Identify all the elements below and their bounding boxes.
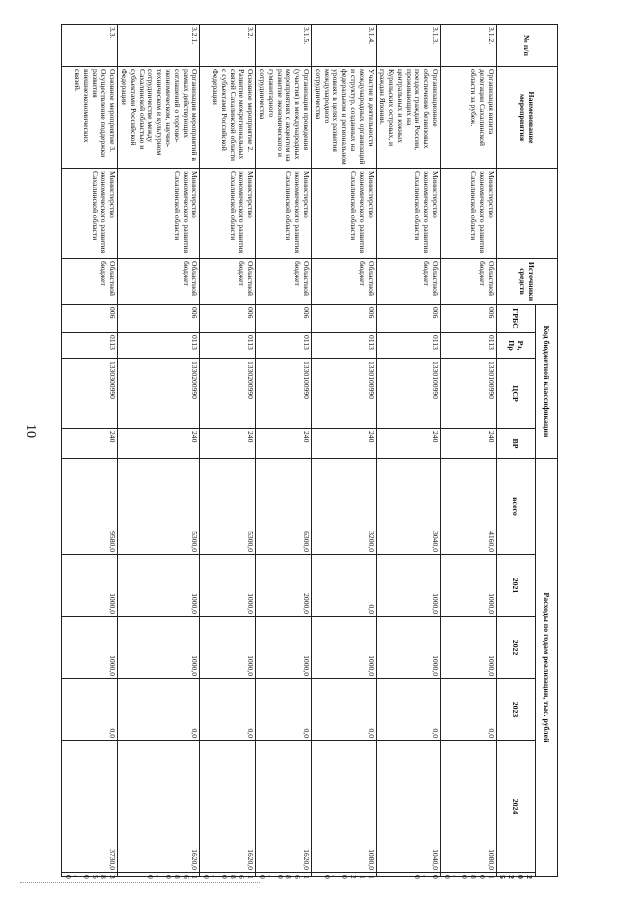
budget-table bbox=[61, 24, 558, 877]
cell-grbs: 006 bbox=[441, 305, 497, 333]
cell-2021: 2000,0 bbox=[256, 555, 312, 617]
cell-rzpr: 0113 bbox=[441, 333, 497, 359]
cell-name: Организационное обеспечение безвизовых поездок граждан России, проживающих на центральных и южных Курильских островах, и граждан Японии. bbox=[376, 67, 441, 169]
table-row bbox=[62, 25, 118, 877]
cell-2021: 1000,0 bbox=[62, 555, 118, 617]
cell-name: Организация мероприятий в рамках действующих соглашений о торгово-экономическом, научно-техническом и культурном сотрудничестве между Сахалинской областью и субъектами Российской Федерации bbox=[118, 67, 200, 169]
cell-num: 3.1.4. bbox=[311, 25, 376, 67]
cell-2023: 0,0 bbox=[441, 679, 497, 741]
header-name: Наименование мероприятия bbox=[496, 67, 557, 169]
cell-csr: 1330100990 bbox=[311, 359, 376, 429]
header-expenses-group: Расходы по годам реализации, тыс. рублей bbox=[536, 459, 558, 877]
header-2025: 2025 bbox=[496, 873, 535, 877]
cell-csr: 1330100990 bbox=[376, 359, 441, 429]
header-2022: 2022 bbox=[496, 617, 535, 679]
cell-2022: 1000,0 bbox=[118, 617, 200, 679]
cell-vr: 240 bbox=[376, 429, 441, 459]
cell-vr: 240 bbox=[118, 429, 200, 459]
header-vr: ВР bbox=[496, 429, 535, 459]
header-source: Источники средств bbox=[496, 259, 557, 305]
cell-name: Основное мероприятие 3. Осуществление поддержки развития внешнеэкономических связей. bbox=[62, 67, 118, 169]
cell-csr: 1330100990 bbox=[441, 359, 497, 429]
header-csr: ЦСР bbox=[496, 359, 535, 429]
cell-name: Участие в деятельности международных организаций и структур, созданных на федеральном и региональном уровнях в целях развития международного сотрудничества bbox=[311, 67, 376, 169]
cell-2023: 0,0 bbox=[62, 679, 118, 741]
header-code-group: Код бюджетной классификации bbox=[536, 305, 558, 459]
cell-2025: 1080,0 bbox=[441, 873, 497, 877]
cell-2022: 1000,0 bbox=[256, 617, 312, 679]
cell-num: 3.1.2. bbox=[441, 25, 497, 67]
cell-vr: 240 bbox=[62, 429, 118, 459]
header-2021: 2021 bbox=[496, 555, 535, 617]
header-num: № п/п bbox=[496, 25, 557, 67]
cell-2025: 1120,0 bbox=[311, 873, 376, 877]
cell-2024: 1080,0 bbox=[311, 741, 376, 873]
header-total: всего bbox=[496, 459, 535, 555]
cell-executor: Министерство экономического развития Сахалинской области bbox=[256, 169, 312, 259]
cell-num: 3.2. bbox=[200, 25, 256, 67]
cell-2022: 1000,0 bbox=[311, 617, 376, 679]
cell-name: Организация проведения (участия) в международных мероприятиях с акцентом на развитие экономического и гуманитарного сотрудничества bbox=[256, 67, 312, 169]
cell-executor: Министерство экономического развития Сахалинской области bbox=[376, 169, 441, 259]
page-number: 10 bbox=[23, 424, 38, 438]
table-row bbox=[441, 25, 497, 877]
table-row bbox=[256, 25, 312, 877]
cell-grbs: 006 bbox=[376, 305, 441, 333]
cell-2024: 1620,0 bbox=[256, 741, 312, 873]
cell-2022: 1000,0 bbox=[441, 617, 497, 679]
cell-grbs: 006 bbox=[311, 305, 376, 333]
header-2024: 2024 bbox=[496, 741, 535, 873]
cell-rzpr: 0113 bbox=[118, 333, 200, 359]
cell-csr: 1330200990 bbox=[200, 359, 256, 429]
cell-2025: 1680,0 bbox=[200, 873, 256, 877]
cell-name: Организация визита делегации Сахалинской области за рубеж. bbox=[441, 67, 497, 169]
table-row bbox=[311, 25, 376, 877]
cell-2023: 0,0 bbox=[311, 679, 376, 741]
cell-grbs: 006 bbox=[62, 305, 118, 333]
table-row bbox=[118, 25, 200, 877]
cell-executor: Министерство экономического развития Сахалинской области bbox=[441, 169, 497, 259]
cell-vr: 240 bbox=[311, 429, 376, 459]
cell-2023: 0,0 bbox=[200, 679, 256, 741]
cell-2021: 0,0 bbox=[311, 555, 376, 617]
cell-2023: 0,0 bbox=[376, 679, 441, 741]
header-rzpr: Рз, Пр bbox=[496, 333, 535, 359]
cell-total: 9580,0 bbox=[62, 459, 118, 555]
cell-2024: 1620,0 bbox=[118, 741, 200, 873]
cell-source: Областной бюджет bbox=[376, 259, 441, 305]
cell-2021: 1000,0 bbox=[118, 555, 200, 617]
cell-total: 3040,0 bbox=[376, 459, 441, 555]
cell-num: 3.2.1. bbox=[118, 25, 200, 67]
cell-source: Областной бюджет bbox=[311, 259, 376, 305]
page-edge-line bbox=[20, 882, 260, 883]
cell-2024: 1040,0 bbox=[376, 741, 441, 873]
cell-total: 3200,0 bbox=[311, 459, 376, 555]
cell-2022: 1000,0 bbox=[376, 617, 441, 679]
header-2023: 2023 bbox=[496, 679, 535, 741]
cell-total: 5300,0 bbox=[118, 459, 200, 555]
cell-2025: 3850,0 bbox=[62, 873, 118, 877]
cell-executor: Министерство экономического развития Сахалинской области bbox=[118, 169, 200, 259]
cell-total: 5300,0 bbox=[200, 459, 256, 555]
cell-executor: Министерство экономического развития Сахалинской области bbox=[62, 169, 118, 259]
cell-2021: 1000,0 bbox=[441, 555, 497, 617]
table-rotator bbox=[64, 24, 558, 879]
rotated-table-sheet bbox=[64, 24, 558, 879]
cell-2025: 0,0 bbox=[376, 873, 441, 877]
cell-2025: 1680,0 bbox=[256, 873, 312, 877]
cell-source: Областной бюджет bbox=[441, 259, 497, 305]
cell-vr: 240 bbox=[441, 429, 497, 459]
cell-executor: Министерство экономического развития Сахалинской области bbox=[311, 169, 376, 259]
header-grbs: ГРБС bbox=[496, 305, 535, 333]
table-row bbox=[200, 25, 256, 877]
cell-grbs: 006 bbox=[200, 305, 256, 333]
table-row bbox=[376, 25, 441, 877]
cell-num: 3.1.3. bbox=[376, 25, 441, 67]
cell-2024: 1080,0 bbox=[441, 741, 497, 873]
cell-2024: 3730,0 bbox=[62, 741, 118, 873]
cell-2025: 1680,0 bbox=[118, 873, 200, 877]
cell-2024: 1620,0 bbox=[200, 741, 256, 873]
cell-grbs: 006 bbox=[118, 305, 200, 333]
cell-rzpr: 0113 bbox=[62, 333, 118, 359]
cell-rzpr: 0113 bbox=[311, 333, 376, 359]
cell-executor: Министерство экономического развития Сахалинской области bbox=[200, 169, 256, 259]
cell-vr: 240 bbox=[200, 429, 256, 459]
cell-csr: 1330100990 bbox=[256, 359, 312, 429]
cell-rzpr: 0113 bbox=[376, 333, 441, 359]
cell-csr: 1330200990 bbox=[118, 359, 200, 429]
cell-rzpr: 0113 bbox=[256, 333, 312, 359]
cell-2022: 1000,0 bbox=[62, 617, 118, 679]
cell-2021: 1000,0 bbox=[376, 555, 441, 617]
cell-csr: 1330300990 bbox=[62, 359, 118, 429]
cell-vr: 240 bbox=[256, 429, 312, 459]
cell-source: Областной бюджет bbox=[200, 259, 256, 305]
cell-2023: 0,0 bbox=[256, 679, 312, 741]
header-row-1 bbox=[536, 25, 558, 877]
cell-source: Областной бюджет bbox=[62, 259, 118, 305]
cell-num: 3.3. bbox=[62, 25, 118, 67]
cell-2023: 0,0 bbox=[118, 679, 200, 741]
cell-source: Областной бюджет bbox=[256, 259, 312, 305]
cell-source: Областной бюджет bbox=[118, 259, 200, 305]
cell-grbs: 006 bbox=[256, 305, 312, 333]
cell-total: 6300,0 bbox=[256, 459, 312, 555]
header-executor bbox=[496, 169, 557, 259]
cell-2021: 1000,0 bbox=[200, 555, 256, 617]
cell-total: 4160,0 bbox=[441, 459, 497, 555]
cell-name: Основное мероприятие 2. Развитие межрегиональных связей Сахалинской области с субъектами Российской Федерации bbox=[200, 67, 256, 169]
cell-rzpr: 0113 bbox=[200, 333, 256, 359]
cell-2022: 1000,0 bbox=[200, 617, 256, 679]
cell-num: 3.1.5. bbox=[256, 25, 312, 67]
